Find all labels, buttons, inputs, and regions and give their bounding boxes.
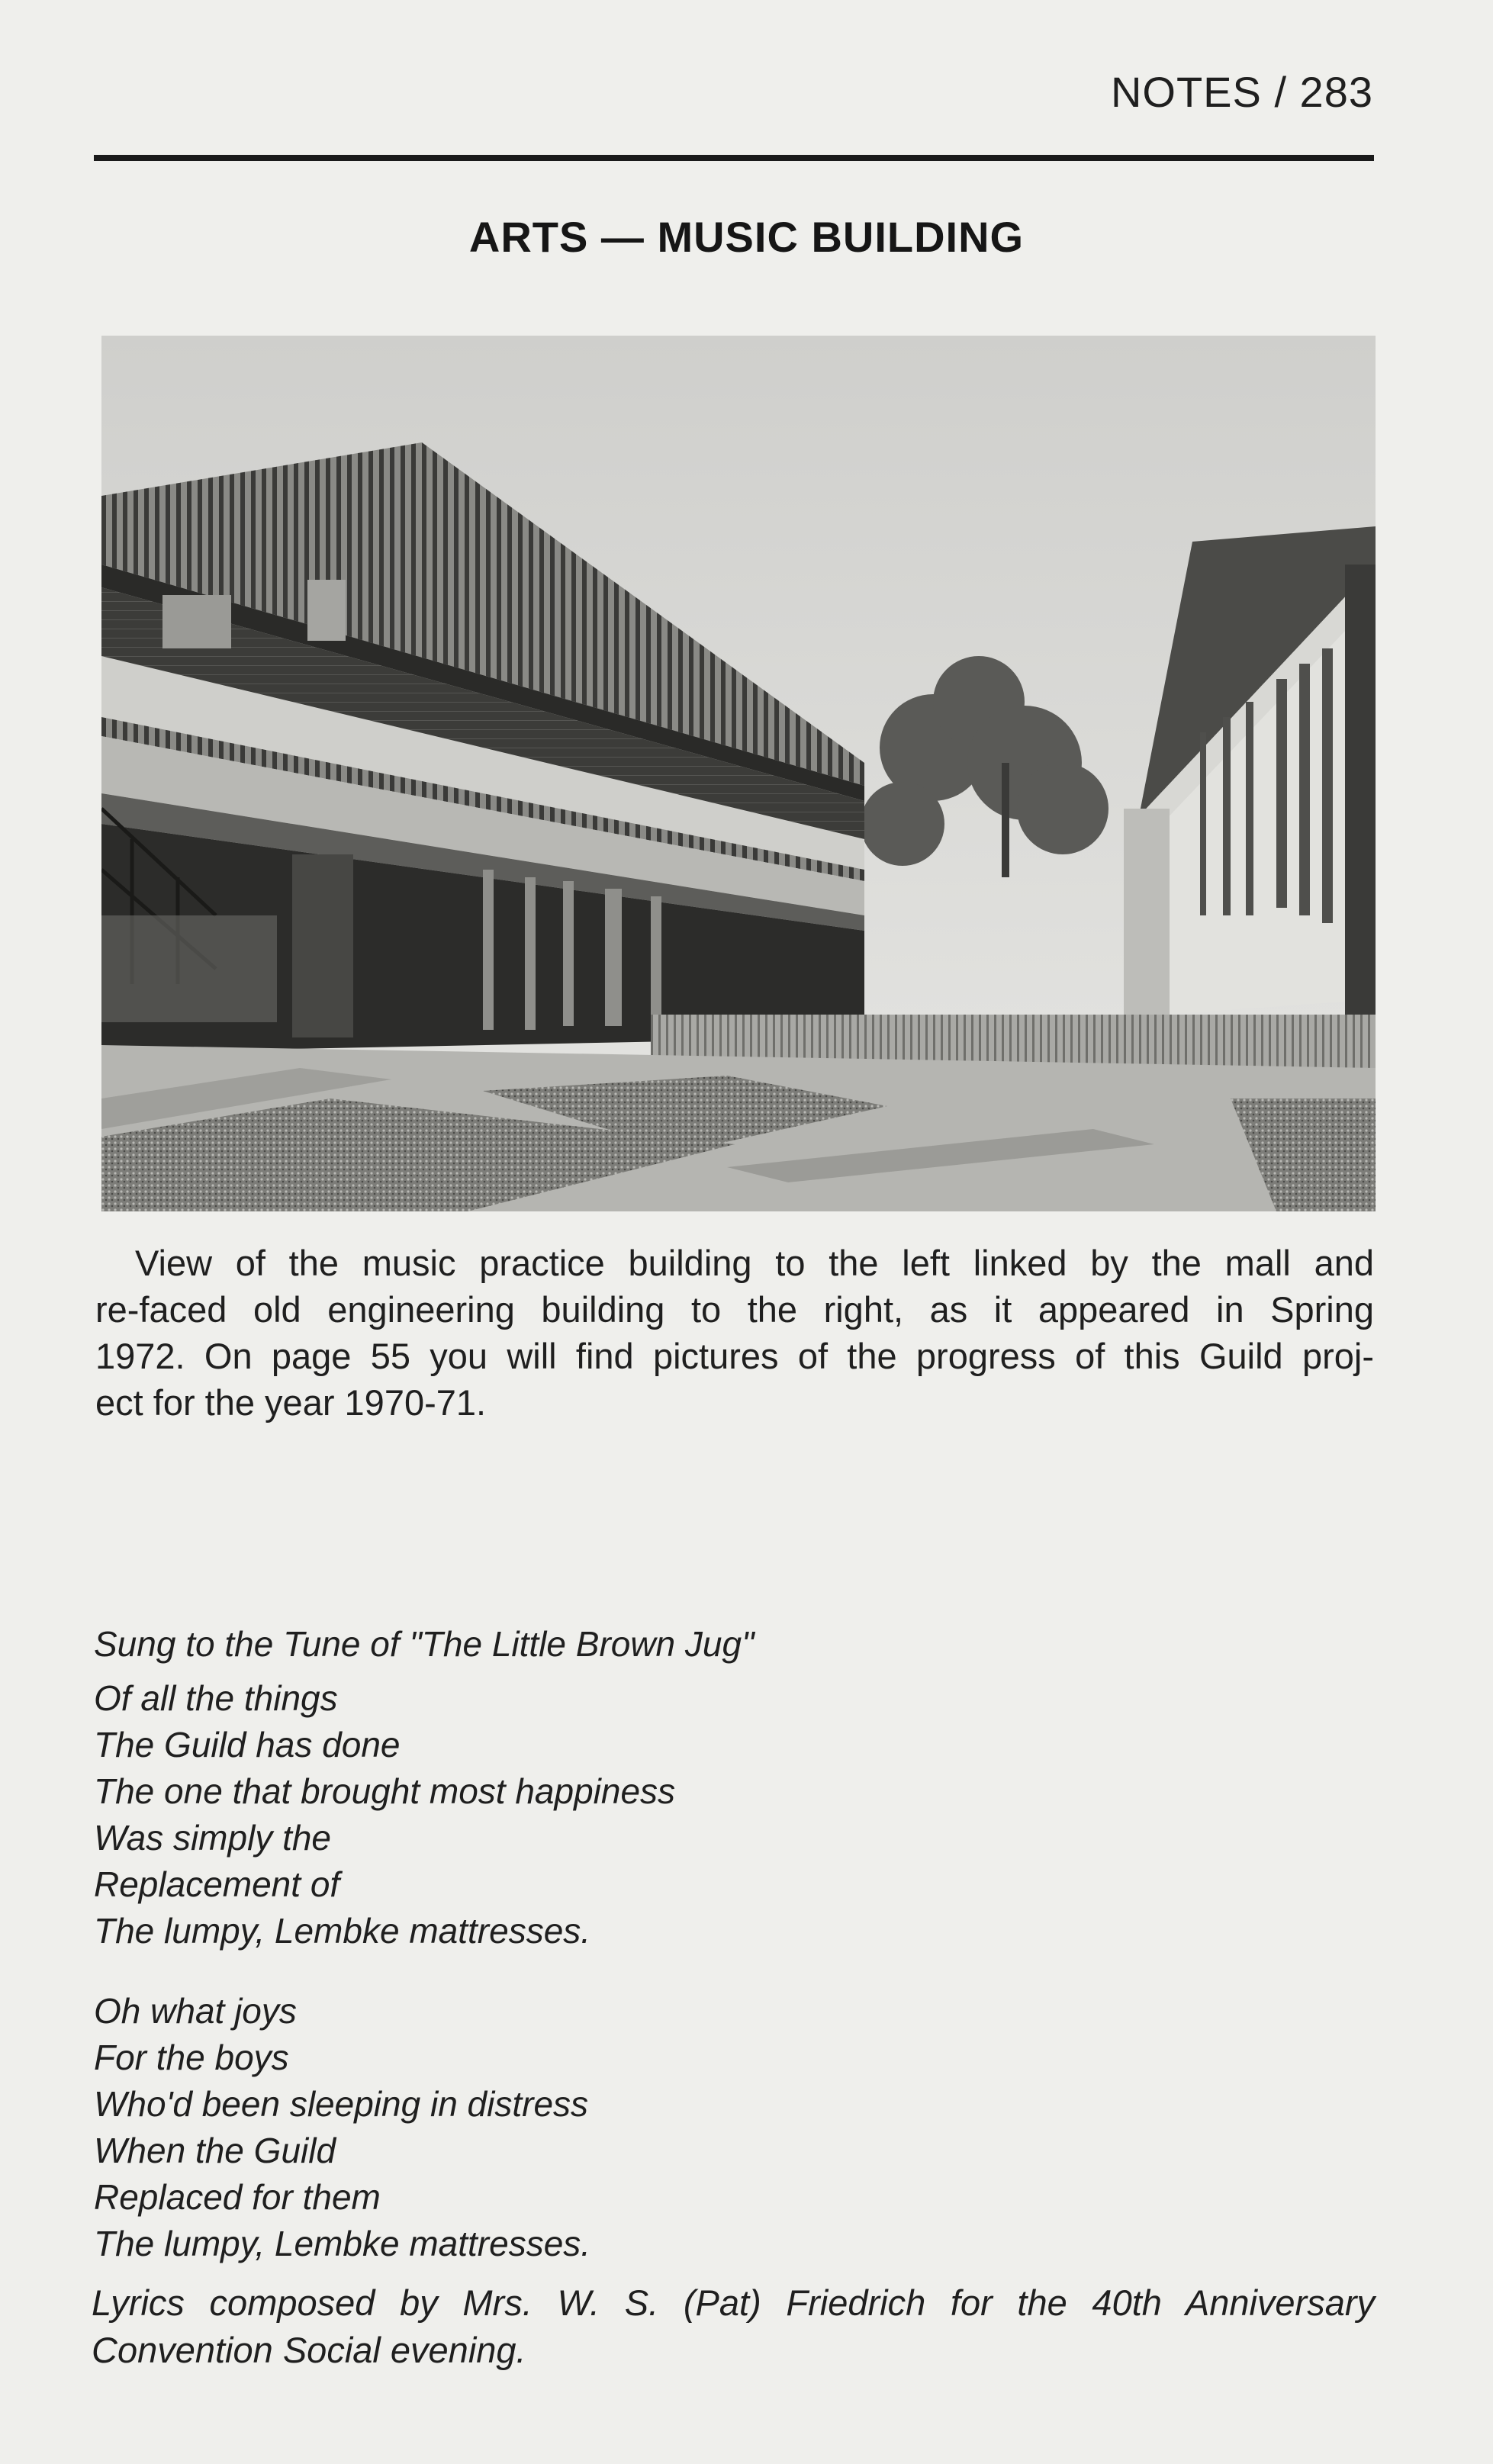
poem-line: Who'd been sleeping in distress [94,2084,589,2124]
poem-line: The lumpy, Lembke mattresses. [94,2224,591,2263]
poem-line: When the Guild [94,2131,336,2170]
lyrics-credit [92,2279,1375,2374]
caption-line: re-faced old engineering building to the right, as it appeared in Spring [95,1289,1374,1330]
poem-line: For the boys [94,2038,289,2077]
poem-heading [94,1621,1383,1668]
poem-line: Oh what joys [94,1991,297,2031]
poem-stanza-1 [94,1675,1383,1954]
poem-heading-text: Sung to the Tune of "The Little Brown Jug" [94,1624,755,1664]
running-head: NOTES / 283 [1110,68,1373,116]
poem-line: Was simply the [94,1818,332,1858]
poem-line: Of all the things [94,1678,338,1718]
page-title: ARTS — MUSIC BUILDING [468,213,1025,261]
poem-line: Replaced for them [94,2177,381,2217]
credit-line: Lyrics composed by Mrs. W. S. (Pat) Friedrich for the 40th Anniversary [92,2282,1375,2323]
header-rule [94,155,1374,161]
poem-line: Replacement of [94,1864,340,1904]
caption-line: View of the music practice building to the left linked by the mall and [135,1243,1374,1283]
music-building-photo [101,336,1376,1211]
poem-line: The lumpy, Lembke mattresses. [94,1911,591,1951]
credit-line: Convention Social evening. [92,2330,526,2370]
poem-line: The one that brought most happiness [94,1771,676,1811]
photo-caption [95,1240,1374,1426]
caption-line: ect for the year 1970-71. [95,1382,487,1423]
caption-line: 1972. On page 55 you will find pictures of the progress of this Guild proj- [95,1336,1374,1376]
poem-stanza-2 [94,1988,1383,2267]
poem-line: The Guild has done [94,1725,401,1764]
